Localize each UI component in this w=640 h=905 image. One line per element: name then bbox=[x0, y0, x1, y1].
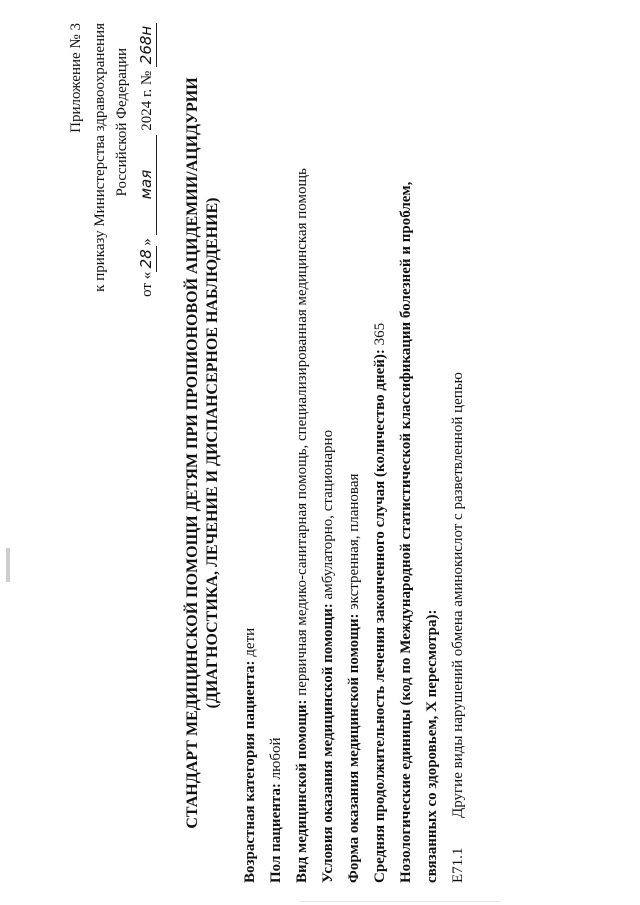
nosology-label-line1: Нозологические единицы (код по Международной статистической классификации болезней и проблем, bbox=[398, 181, 414, 883]
standard-title: СТАНДАРТ МЕДИЦИНСКОЙ ПОМОЩИ ДЕТЯМ ПРИ ПРОПИОНОВОЙ АЦИДЕМИИ/АЦИДУРИИ bbox=[184, 76, 201, 829]
approval-line-country: Российской Федерации bbox=[114, 47, 130, 197]
nosology-code: E71.1 bbox=[450, 847, 466, 883]
nosology-row bbox=[449, 372, 467, 883]
nosology-description: Другие виды нарушений обмена аминокислот с разветвленной цепью bbox=[450, 371, 466, 818]
order-number: 268н bbox=[137, 25, 155, 64]
field-treatment-duration bbox=[371, 322, 389, 882]
field-value: первичная медико-санитарная помощь, специализированная медицинская помощь bbox=[294, 167, 310, 699]
field-label: Средняя продолжительность лечения законченного случая (количество дней): bbox=[372, 348, 388, 883]
nosology-label-line2: связанных со здоровьем, X пересмотра): bbox=[424, 608, 440, 883]
approval-line-date bbox=[137, 23, 157, 297]
order-number-field bbox=[137, 23, 157, 67]
date-day: 28 bbox=[137, 248, 155, 268]
date-month: мая bbox=[137, 169, 155, 199]
date-mid: » bbox=[139, 237, 155, 246]
approval-line-order: к приказу Министерства здравоохранения bbox=[92, 22, 108, 292]
scan-edge-mark bbox=[6, 548, 10, 582]
field-care-type bbox=[293, 168, 311, 883]
field-value: амбулаторно, стационарно bbox=[320, 429, 336, 603]
field-label: Пол пациента: bbox=[268, 782, 284, 883]
approval-line-appendix: Приложение № 3 bbox=[68, 22, 84, 133]
field-label: Форма оказания медицинской помощи: bbox=[346, 613, 362, 883]
field-age-category bbox=[241, 627, 259, 882]
field-value: экстренная, плановая bbox=[346, 473, 362, 614]
date-month-field bbox=[137, 134, 157, 234]
field-label: Возрастная категория пациента: bbox=[242, 659, 258, 883]
field-value: 365 bbox=[372, 322, 388, 349]
field-label: Условия оказания медицинской помощи: bbox=[320, 602, 336, 883]
field-value: дети bbox=[242, 627, 258, 660]
scan-bottom-noise bbox=[300, 901, 500, 902]
field-care-form bbox=[345, 473, 363, 882]
date-year: 2024 г. № bbox=[139, 70, 155, 131]
field-care-conditions bbox=[319, 429, 337, 882]
standard-subtitle: (ДИАГНОСТИКА, ЛЕЧЕНИЕ И ДИСПАНСЕРНОЕ НАБЛЮДЕНИЕ) bbox=[204, 197, 221, 708]
date-day-field bbox=[137, 245, 157, 271]
field-sex bbox=[267, 737, 285, 883]
field-value: любой bbox=[268, 736, 284, 783]
field-label: Вид медицинской помощи: bbox=[294, 699, 310, 883]
rotated-sheet bbox=[25, 23, 615, 883]
date-prefix: от « bbox=[139, 271, 155, 297]
